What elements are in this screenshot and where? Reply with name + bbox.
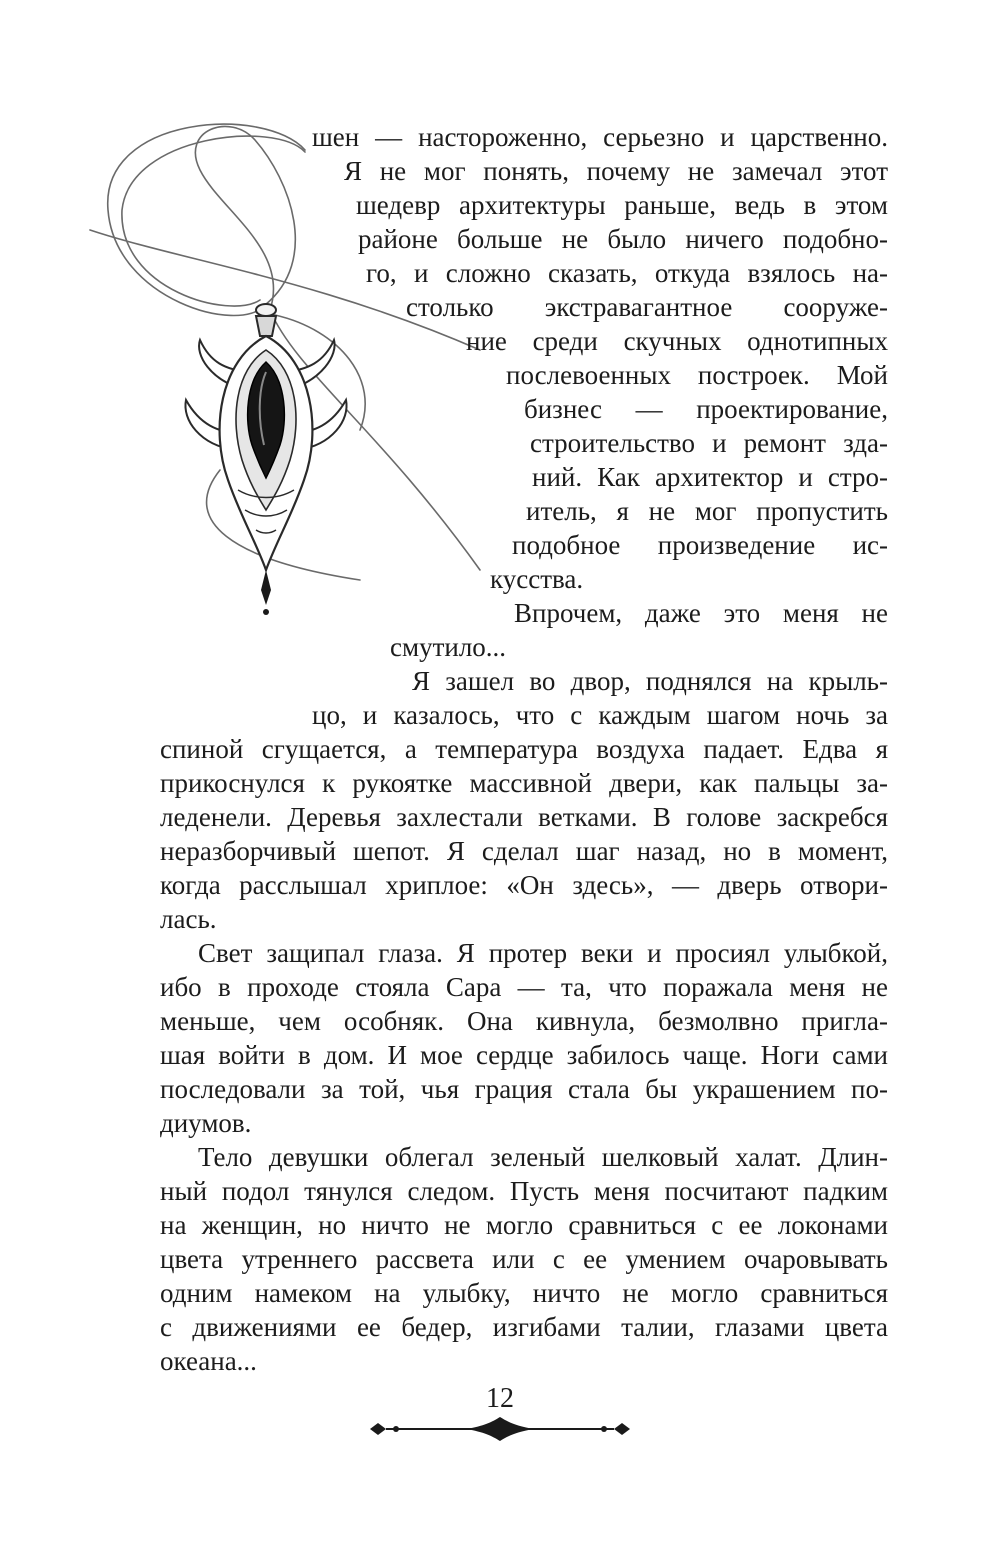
text-line: океана... (160, 1346, 257, 1376)
text-line: Тело девушки облегал зеленый шелковый халат. Длин- (198, 1142, 888, 1172)
text-line: цвета утреннего рассвета или с ее умением очаровывать (160, 1244, 888, 1274)
text-line: ний. Как архитектор и стро- (532, 462, 888, 492)
text-line: бизнес — проектирование, (524, 394, 888, 424)
text-line: прикоснулся к рукоятке массивной двери, как пальцы за- (160, 768, 888, 798)
text-line: шая войти в дом. И мое сердце забилось чаще. Ноги сами (160, 1040, 888, 1070)
text-line: ный подол тянулся следом. Пусть меня посчитают падким (160, 1176, 888, 1206)
text-line: подобное произведение ис- (512, 530, 888, 560)
text-line: неразборчивый шепот. Я сделал шаг назад, но в момент, (160, 836, 888, 866)
text-line: кусства. (490, 564, 584, 594)
text-line: итель, я не мог пропустить (526, 496, 888, 526)
text-line: леденели. Деревья захлестали ветками. В голове заскребся (160, 802, 888, 832)
page-number: 12 (486, 1383, 514, 1414)
text-line: с движениями ее бедер, изгибами талии, глазами цвета (160, 1312, 888, 1342)
text-line: ибо в проходе стояла Сара — та, что поражала меня не (160, 972, 888, 1002)
text-line: Я не мог понять, почему не замечал этот (344, 156, 888, 186)
text-line: ние среди скучных однотипных (466, 326, 888, 356)
text-line: столько экстравагантное сооруже- (406, 292, 888, 322)
text-line: строительство и ремонт зда- (530, 428, 888, 458)
text-line: шен — настороженно, серьезно и царственно. (312, 122, 888, 152)
text-line: лась. (160, 904, 217, 934)
diamond-divider-icon (366, 1414, 634, 1444)
text-line: шедевр архитектуры раньше, ведь в этом (356, 190, 888, 220)
text-line: спиной сгущается, а температура воздуха падает. Едва я (160, 734, 888, 764)
text-line: на женщин, но ничто не могло сравниться с ее локонами (160, 1210, 888, 1240)
text-line: одним намеком на улыбку, ничто не могло сравниться (160, 1278, 888, 1308)
text-line: Свет защипал глаза. Я протер веки и просиял улыбкой, (198, 938, 888, 968)
text-line: когда расслышал хриплое: «Он здесь», — дверь отвори- (160, 870, 888, 900)
text-line: последовали за той, чья грация стала бы украшением по- (160, 1074, 888, 1104)
text-line: послевоенных построек. Мой (506, 360, 888, 390)
text-line: меньше, чем особняк. Она кивнула, безмолвно пригла- (160, 1006, 888, 1036)
text-line: смутило... (390, 632, 507, 662)
text-line: диумов. (160, 1108, 252, 1138)
text-line: го, и сложно сказать, откуда взялось на- (366, 258, 888, 288)
text-line: Впрочем, даже это меня не (514, 598, 888, 628)
text-line: цо, и казалось, что с каждым шагом ночь за (312, 700, 888, 730)
text-line: районе больше не было ничего подобно- (358, 224, 888, 254)
text-line: Я зашел во двор, поднялся на крыль- (412, 666, 888, 696)
